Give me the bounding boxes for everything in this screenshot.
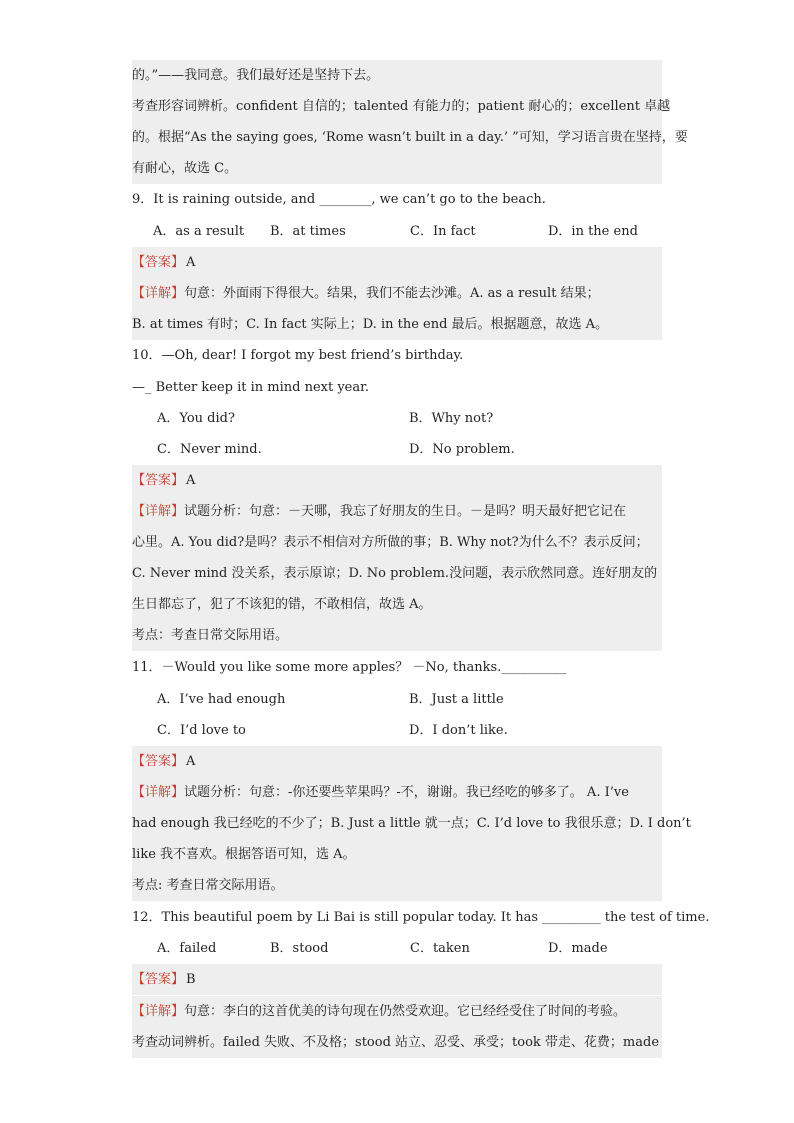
q11-detail-line: like 我不喜欢。根据答语可知，选 A。 bbox=[132, 839, 662, 870]
q10-option-a: A．You did? bbox=[157, 411, 235, 426]
q12-detail-line: 考查动词辨析。failed 失败、不及格；stood 站立、忍受、承受；took 带走、花费；made bbox=[132, 1027, 662, 1058]
answer-tag: 【答案】 bbox=[132, 255, 185, 270]
question-9-stem: 9．It is raining outside, and ________, we can’t go to the beach. bbox=[132, 192, 546, 207]
question-10-stem-2: —_ Better keep it in mind next year. bbox=[132, 380, 370, 395]
q9-option-d: D．in the end bbox=[548, 224, 638, 239]
detail-text: 试题分析：句意：-你还要些苹果吗？-不，谢谢。我已经吃的够多了。 A. I’ve bbox=[184, 785, 629, 800]
q10-detail-line: C. Never mind 没关系，表示原谅；D. No problem.没问题，表示欣然同意。连好朋友的 bbox=[132, 558, 662, 589]
answer-tag: 【答案】 bbox=[132, 473, 185, 488]
q12-option-a: A．failed bbox=[157, 941, 217, 956]
detail-tag: 【详解】 bbox=[132, 286, 185, 301]
q11-option-a: A．I’ve had enough bbox=[157, 692, 286, 707]
detail-text: 句意：李白的这首优美的诗句现在仍然受欢迎。它已经经受住了时间的考验。 bbox=[184, 1004, 627, 1019]
q10-detail-line: 心里。A. You did?是吗？表示不相信对方所做的事；B. Why not?为什么不？表示反问； bbox=[132, 527, 662, 558]
q10-detail-line bbox=[132, 496, 662, 527]
q11-option-c: C．I’d love to bbox=[157, 723, 246, 738]
answer-value: A bbox=[186, 754, 196, 769]
q11-option-d: D．I don’t like. bbox=[409, 723, 508, 738]
q11-detail-line bbox=[132, 777, 662, 808]
question-10-stem: 10．—Oh, dear! I forgot my best friend’s birthday. bbox=[132, 348, 464, 363]
q10-option-d: D．No problem. bbox=[409, 442, 515, 457]
q10-answer bbox=[132, 465, 662, 496]
q9-answer bbox=[132, 247, 662, 278]
detail-tag: 【详解】 bbox=[132, 504, 185, 519]
answer-value: A bbox=[186, 473, 196, 488]
detail-text: 试题分析：句意：－天哪，我忘了好朋友的生日。－是吗？明天最好把它记在 bbox=[184, 504, 627, 519]
q11-answer bbox=[132, 746, 662, 777]
q10-option-b: B．Why not? bbox=[409, 411, 494, 426]
explanation-line: 的。根据“As the saying goes, ‘Rome wasn’t built in a day.’ ”可知，学习语言贵在坚持，要 bbox=[132, 122, 662, 153]
q12-option-d: D．made bbox=[548, 941, 608, 956]
q12-detail-line bbox=[132, 996, 662, 1027]
q9-option-b: B．at times bbox=[270, 224, 346, 239]
detail-text: 句意：外面雨下得很大。结果，我们不能去沙滩。A. as a result 结果； bbox=[184, 286, 600, 301]
q10-option-c: C．Never mind. bbox=[157, 442, 262, 457]
q12-option-c: C．taken bbox=[410, 941, 470, 956]
explanation-line: 的。”——我同意。我们最好还是坚持下去。 bbox=[132, 60, 662, 91]
q11-point: 考点: 考查日常交际用语。 bbox=[132, 870, 662, 901]
answer-value: B bbox=[186, 972, 196, 987]
question-12-stem: 12．This beautiful poem by Li Bai is still popular today. It has _________ the test of time. bbox=[132, 910, 710, 925]
q9-detail-line: B. at times 有时；C. In fact 实际上；D. in the end 最后。根据题意，故选 A。 bbox=[132, 309, 662, 340]
q11-detail-line: had enough 我已经吃的不少了；B. Just a little 就一点；C. I’d love to 我很乐意；D. I don’t bbox=[132, 808, 662, 839]
question-11-stem: 11．－Would you like some more apples？ －No, thanks.__________ bbox=[132, 660, 567, 675]
answer-value: A bbox=[186, 255, 196, 270]
q11-option-b: B．Just a little bbox=[409, 692, 504, 707]
explanation-line: 有耐心，故选 C。 bbox=[132, 153, 662, 184]
q12-option-b: B．stood bbox=[270, 941, 329, 956]
q9-detail-line bbox=[132, 278, 662, 309]
detail-tag: 【详解】 bbox=[132, 785, 185, 800]
q9-option-c: C．In fact bbox=[410, 224, 476, 239]
q9-option-a: A．as a result bbox=[153, 224, 245, 239]
detail-tag: 【详解】 bbox=[132, 1004, 185, 1019]
q10-point: 考点：考查日常交际用语。 bbox=[132, 620, 662, 651]
q12-answer bbox=[132, 964, 662, 995]
answer-tag: 【答案】 bbox=[132, 972, 185, 987]
q10-detail-line: 生日都忘了，犯了不该犯的错，不敢相信，故选 A。 bbox=[132, 589, 662, 620]
answer-tag: 【答案】 bbox=[132, 754, 185, 769]
explanation-line: 考查形容词辨析。confident 自信的；talented 有能力的；patient 耐心的；excellent 卓越 bbox=[132, 91, 662, 122]
